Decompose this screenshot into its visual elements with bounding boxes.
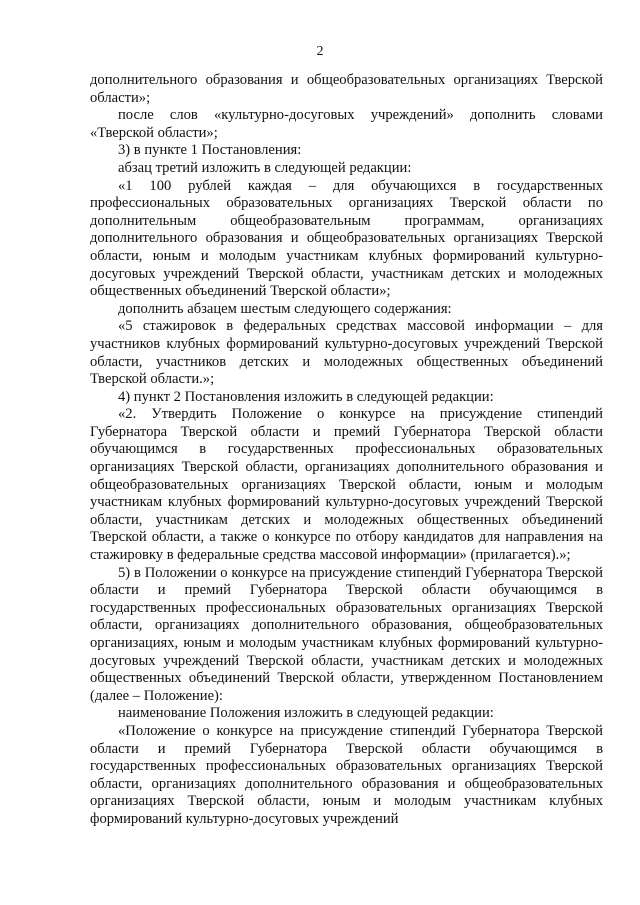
document-body [90, 72, 603, 829]
paragraph: дополнить абзацем шестым следующего содержания: [118, 300, 452, 317]
paragraph: «1 100 рублей каждая – для обучающихся в государственных профессиональных образовательных организациях Тверской области по дополнительным общеобразовательным программам, организациях дополнительного образования и общеобразовательных организациях Тверской области, юным и молодым участникам клубных формирований культурно-досуговых учреждений Тверской области, участникам детских и молодежных общественных объединений Тверской области»; [90, 177, 603, 300]
paragraph: наименование Положения изложить в следующей редакции: [118, 705, 494, 722]
paragraph: «5 стажировок в федеральных средствах массовой информации – для участников клубных формирований культурно-досуговых учреждений Тверской области, участников детских и молодежных общественных объединений Тверской области.»; [90, 318, 603, 388]
paragraph: 5) в Положении о конкурсе на присуждение стипендий Губернатора Тверской области и премий Губернатора Тверской области обучающимся в государственных профессиональных образовательных организациях Тверской области, организациях дополнительного образования, общеобразовательных организациях, юным и молодым участникам клубных формирований культурно-досуговых учреждений Тверской области, участникам детских и молодежных общественных объединений Тверской области, утвержденном Постановлением (далее – Положение): [90, 564, 603, 704]
paragraph: дополнительного образования и общеобразовательных организациях Тверской области»; [90, 72, 603, 106]
paragraph: абзац третий изложить в следующей редакции: [118, 159, 412, 176]
paragraph: 3) в пункте 1 Постановления: [118, 142, 302, 159]
page-number: 2 [316, 44, 324, 59]
paragraph: «2. Утвердить Положение о конкурсе на присуждение стипендий Губернатора Тверской области и премий Губернатора Тверской области обучающимся в государственных профессиональных образовательных организациях Тверской области, организациях дополнительного образования и общеобразовательных организациях Тверской области, юным и молодым участникам клубных формирований культурно-досуговых учреждений Тверской области, участникам детских и молодежных общественных объединений Тверской области, а также о конкурсе по отбору кандидатов для направления на стажировку в федеральные средства массовой информации» (прилагается).»; [90, 406, 603, 564]
paragraph: после слов «культурно-досуговых учреждений» дополнить словами «Тверской области»; [90, 107, 603, 141]
paragraph: 4) пункт 2 Постановления изложить в следующей редакции: [118, 388, 494, 405]
paragraph: «Положение о конкурсе на присуждение стипендий Губернатора Тверской области и премий Губернатора Тверской области обучающимся в государственных профессиональных образовательных организациях Тверской области, организациях дополнительного образования и общеобразовательных организациях Тверской области, юным и молодым участникам клубных формирований культурно-досуговых учреждений [90, 722, 603, 827]
